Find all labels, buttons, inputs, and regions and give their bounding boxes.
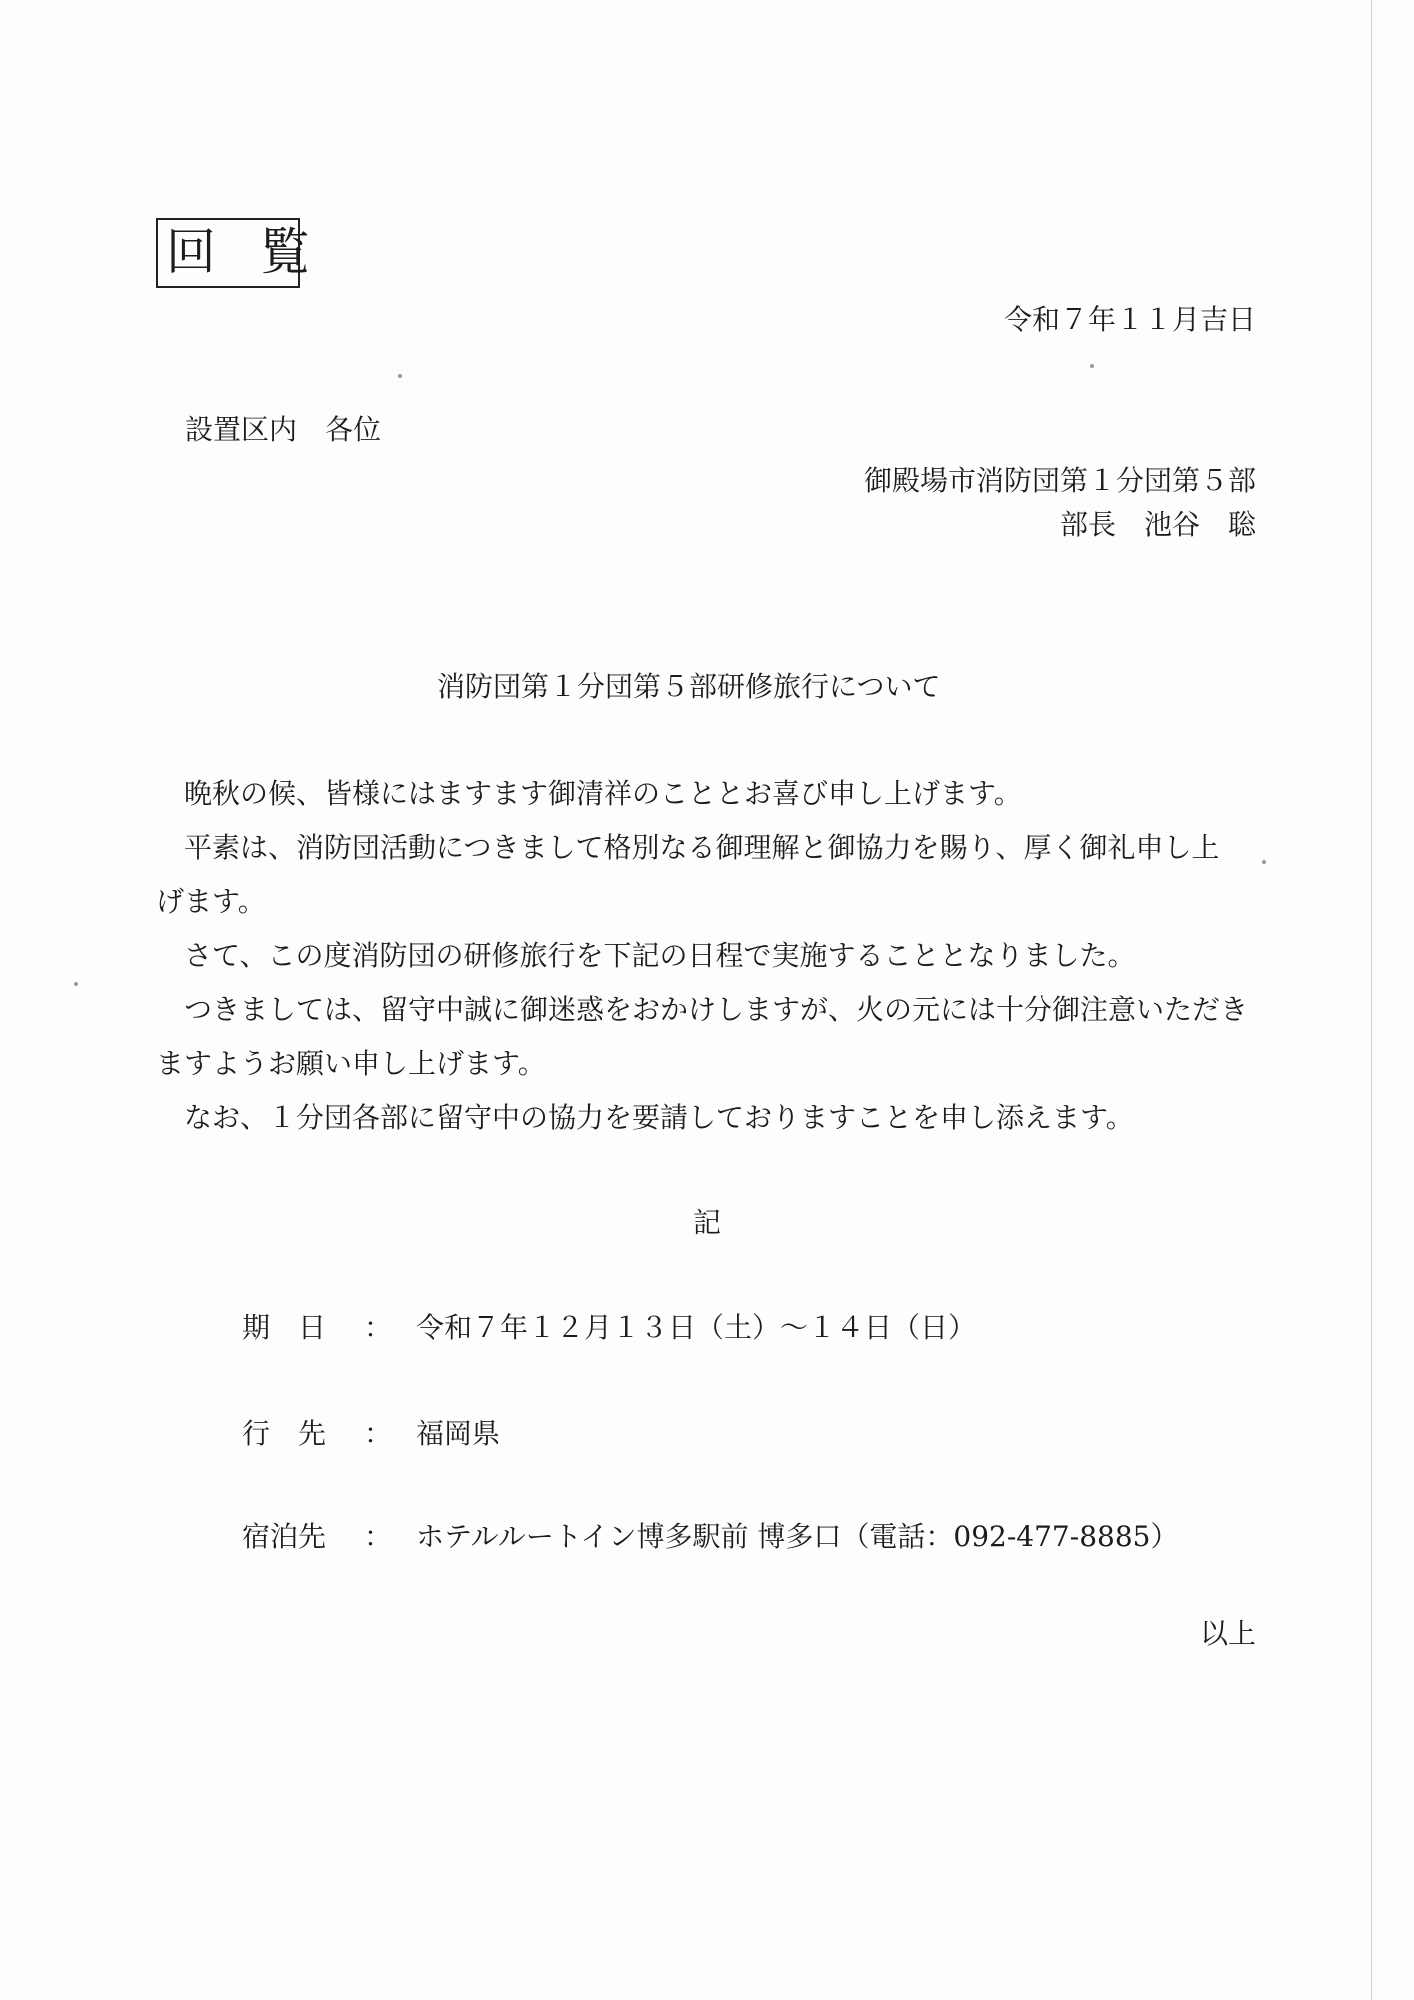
addressee: 設置区内 各位: [185, 413, 382, 446]
detail-value: 令和７年１２月１３日（土）～１４日（日）: [416, 1311, 977, 1344]
body-line: ますようお願い申し上げます。: [156, 1047, 546, 1080]
document-date: 令和７年１１月吉日: [1003, 303, 1256, 336]
sender-organization: 御殿場市消防団第１分団第５部: [863, 464, 1256, 497]
body-line: 平素は、消防団活動につきまして格別なる御理解と御協力を賜り、厚く御礼申し上: [184, 831, 1220, 864]
detail-colon: ：: [364, 1520, 393, 1553]
detail-label: 期 日: [242, 1311, 327, 1344]
scan-speck: [1262, 860, 1266, 864]
body-line: なお、１分団各部に留守中の協力を要請しておりますことを申し添えます。: [184, 1101, 1134, 1134]
scan-speck: [1090, 364, 1094, 368]
body-line: つきましては、留守中誠に御迷惑をおかけしますが、火の元には十分御注意いただき: [184, 993, 1249, 1026]
scan-speck: [398, 374, 402, 378]
detail-value: ホテルルートイン博多駅前 博多口（電話：092-477-8885）: [416, 1520, 1179, 1553]
body-line: げます。: [156, 885, 266, 918]
body-line: 晩秋の候、皆様にはますます御清祥のこととお喜び申し上げます。: [184, 777, 1022, 810]
scan-edge-line: [1371, 0, 1372, 2000]
sender-name: 部長 池谷 聡: [1059, 508, 1256, 541]
document-title: 消防団第１分団第５部研修旅行について: [437, 670, 941, 703]
ki-heading: 記: [693, 1206, 722, 1239]
detail-colon: ：: [364, 1311, 393, 1344]
detail-value: 福岡県: [416, 1417, 501, 1450]
detail-label: 行 先: [242, 1417, 327, 1450]
scan-speck: [74, 982, 78, 986]
circulation-stamp: 回 覧: [156, 218, 300, 288]
body-line: さて、この度消防団の研修旅行を下記の日程で実施することとなりました。: [184, 939, 1136, 972]
detail-label: 宿泊先: [242, 1520, 327, 1553]
closing-text: 以上: [1199, 1617, 1256, 1650]
detail-colon: ：: [364, 1417, 393, 1450]
